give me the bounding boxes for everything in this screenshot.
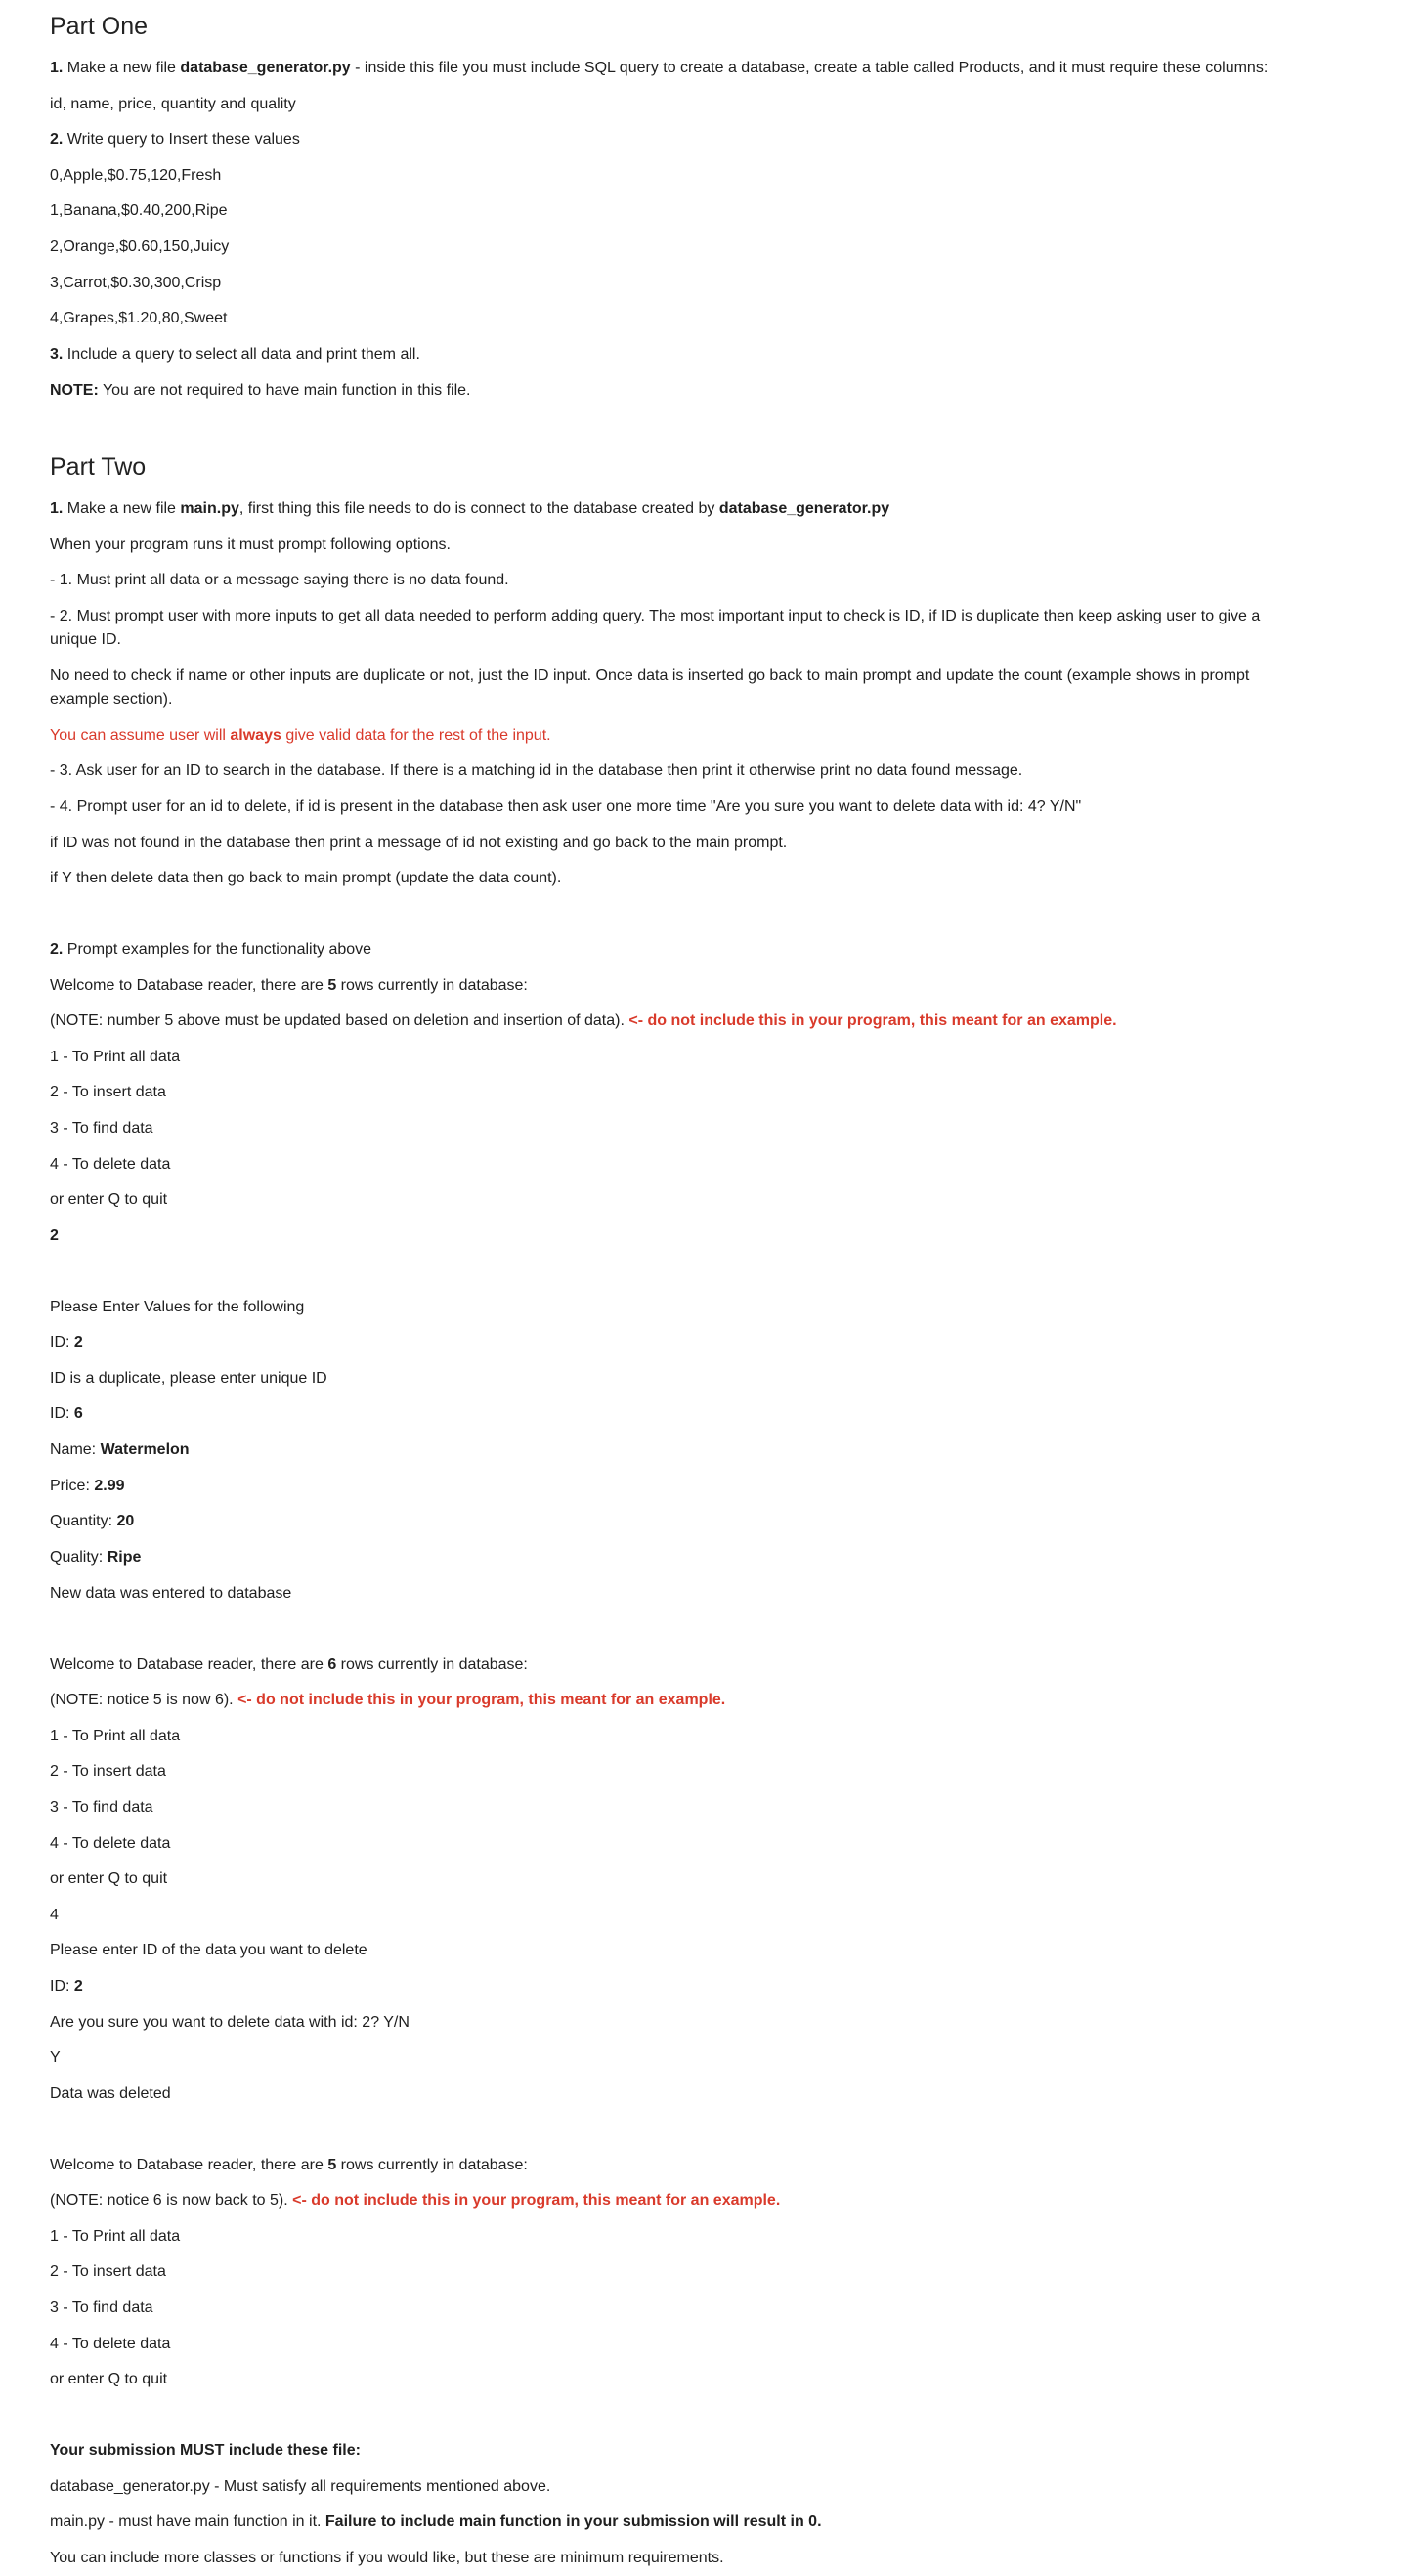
user-choice: 4 (50, 1907, 59, 1923)
part-one-heading: Part One (50, 13, 149, 40)
confirm-answer: Y (50, 2049, 61, 2066)
id-input-line: ID: 2 (50, 1334, 83, 1351)
welcome-line: Welcome to Database reader, there are 5 rows currently in database: (50, 2157, 528, 2173)
example-note: (NOTE: notice 6 is now back to 5). <- do not include this in your program, this meant for an example. (50, 2192, 781, 2209)
value-row: 0,Apple,$0.75,120,Fresh (50, 167, 222, 184)
delete-id-prompt: Please enter ID of the data you want to delete (50, 1942, 367, 1958)
option-4-desc: - 4. Prompt user for an id to delete, if id is present in the database then ask user one more time "Are you sure you want to delete data with id: 4? Y/N" (50, 798, 1082, 815)
id-input-line: ID: 2 (50, 1978, 83, 1995)
menu-item-delete: 4 - To delete data (50, 1835, 171, 1852)
option-2-desc-cont: unique ID. (50, 631, 121, 648)
value-row: 1,Banana,$0.40,200,Ripe (50, 202, 228, 219)
part-one-step-1: 1. Make a new file database_generator.py - inside this file you must include SQL query to create a database, create a table called Products, and it must require these columns: (50, 60, 1269, 76)
menu-item-find: 3 - To find data (50, 1120, 153, 1137)
menu-item-insert: 2 - To insert data (50, 1084, 166, 1100)
submission-line-2: main.py - must have main function in it. Failure to include main function in your submission will result in 0. (50, 2513, 822, 2530)
welcome-line: Welcome to Database reader, there are 6 rows currently in database: (50, 1656, 528, 1673)
confirm-delete-prompt: Are you sure you want to delete data with id: 2? Y/N (50, 2014, 410, 2031)
example-note: (NOTE: notice 5 is now 6). <- do not include this in your program, this meant for an example. (50, 1692, 726, 1708)
user-choice: 2 (50, 1227, 59, 1244)
menu-item-print: 1 - To Print all data (50, 1728, 181, 1744)
confirm-delete-desc: if Y then delete data then go back to main prompt (update the data count). (50, 870, 562, 886)
welcome-line: Welcome to Database reader, there are 5 rows currently in database: (50, 977, 528, 994)
menu-item-quit: or enter Q to quit (50, 2371, 168, 2387)
part-two-heading: Part Two (50, 453, 147, 481)
submission-heading: Your submission MUST include these file: (50, 2442, 361, 2459)
duplicate-message: ID is a duplicate, please enter unique ID (50, 1370, 327, 1387)
price-input-line: Price: 2.99 (50, 1478, 125, 1494)
menu-item-print: 1 - To Print all data (50, 2228, 181, 2245)
duplicate-check-desc: No need to check if name or other inputs are duplicate or not, just the ID input. Once data is inserted go back to main prompt and update the count (example shows in prompt (50, 667, 1250, 684)
prompt-intro: When your program runs it must prompt following options. (50, 537, 451, 553)
part-two-step-1: 1. Make a new file main.py, first thing this file needs to do is connect to the database created by database_generator.py (50, 500, 890, 517)
menu-item-insert: 2 - To insert data (50, 1763, 166, 1780)
menu-item-delete: 4 - To delete data (50, 1156, 171, 1173)
quality-input-line: Quality: Ripe (50, 1549, 142, 1566)
value-row: 2,Orange,$0.60,150,Juicy (50, 238, 230, 255)
menu-item-print: 1 - To Print all data (50, 1049, 181, 1065)
part-one-step-2: 2. Write query to Insert these values (50, 131, 300, 148)
example-note: (NOTE: number 5 above must be updated based on deletion and insertion of data). <- do not include this in your program, this meant for an example. (50, 1012, 1117, 1029)
menu-item-find: 3 - To find data (50, 1799, 153, 1816)
menu-item-quit: or enter Q to quit (50, 1870, 168, 1887)
enter-values-prompt: Please Enter Values for the following (50, 1299, 305, 1315)
value-row: 4,Grapes,$1.20,80,Sweet (50, 310, 228, 326)
option-3-desc: - 3. Ask user for an ID to search in the database. If there is a matching id in the database then print it otherwise print no data found message. (50, 762, 1023, 779)
duplicate-check-desc-cont: example section). (50, 691, 173, 708)
name-input-line: Name: Watermelon (50, 1441, 190, 1458)
menu-item-insert: 2 - To insert data (50, 2263, 166, 2280)
id-input-line: ID: 6 (50, 1405, 83, 1422)
part-one-note: NOTE: You are not required to have main function in this file. (50, 382, 471, 399)
assume-valid-note: You can assume user will always give valid data for the rest of the input. (50, 727, 551, 744)
value-row: 3,Carrot,$0.30,300,Crisp (50, 275, 222, 291)
delete-success-message: Data was deleted (50, 2085, 171, 2102)
submission-line-3: You can include more classes or functions if you would like, but these are minimum requirements. (50, 2550, 724, 2566)
quantity-input-line: Quantity: 20 (50, 1513, 135, 1529)
columns-list: id, name, price, quantity and quality (50, 96, 296, 112)
menu-item-quit: or enter Q to quit (50, 1191, 168, 1208)
option-2-desc: - 2. Must prompt user with more inputs to get all data needed to perform adding query. The most important input to check is ID, if ID is duplicate then keep asking user to give a (50, 608, 1261, 624)
id-not-found-desc: if ID was not found in the database then print a message of id not existing and go back to the main prompt. (50, 835, 788, 851)
part-one-step-3: 3. Include a query to select all data and print them all. (50, 346, 420, 363)
examples-heading: 2. Prompt examples for the functionality above (50, 941, 372, 958)
option-1-desc: - 1. Must print all data or a message saying there is no data found. (50, 572, 509, 588)
insert-success-message: New data was entered to database (50, 1585, 292, 1602)
menu-item-delete: 4 - To delete data (50, 2336, 171, 2352)
submission-line-1: database_generator.py - Must satisfy all requirements mentioned above. (50, 2478, 551, 2495)
menu-item-find: 3 - To find data (50, 2299, 153, 2316)
